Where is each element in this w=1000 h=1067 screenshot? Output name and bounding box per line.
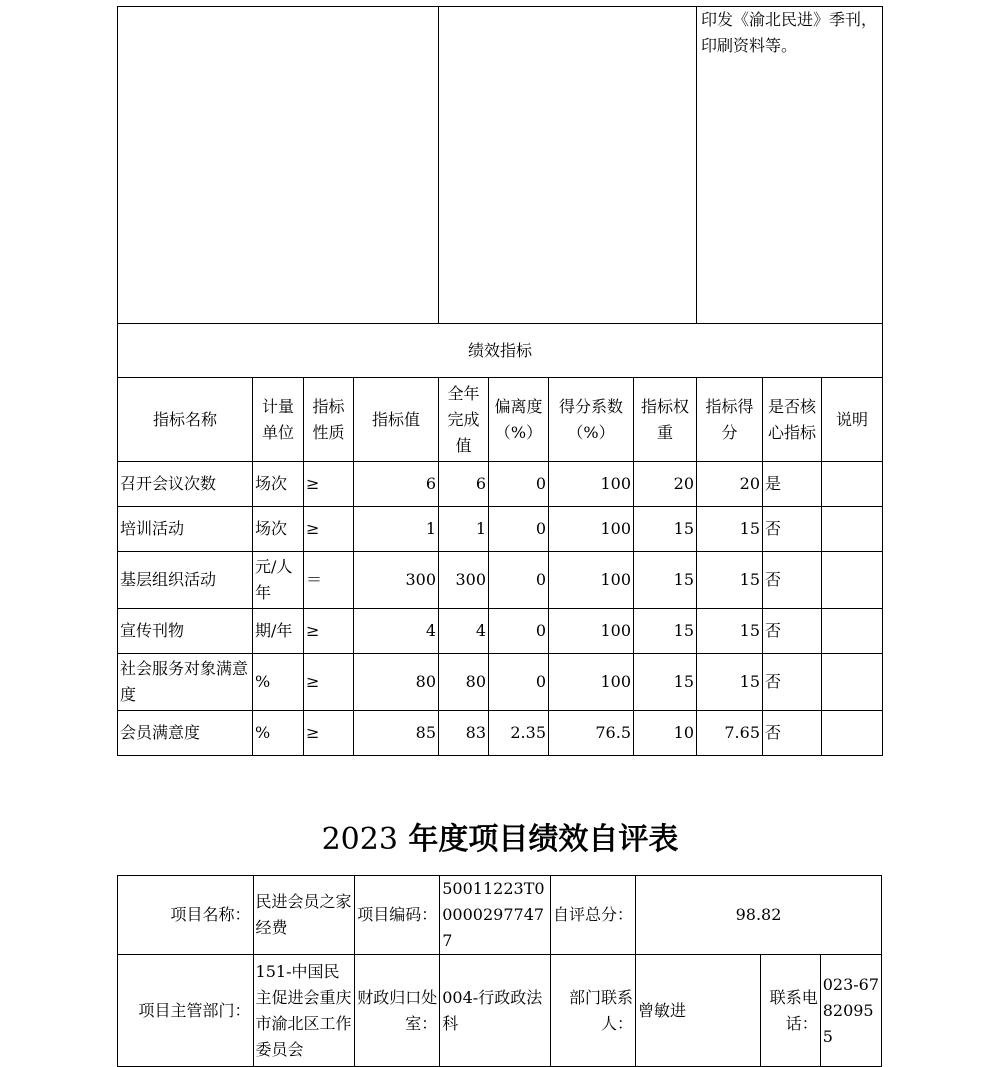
row-core: 否 (763, 552, 822, 609)
header-row (118, 378, 883, 462)
table-row (118, 462, 883, 507)
row-nature: ≥ (304, 462, 354, 507)
row-name: 基层组织活动 (118, 552, 253, 609)
row-weight: 10 (634, 711, 697, 756)
top-continuation-row (118, 7, 883, 324)
row-nature: ≥ (304, 609, 354, 654)
row-actual: 4 (439, 609, 489, 654)
row-coef: 100 (549, 507, 634, 552)
row-coef: 76.5 (549, 711, 634, 756)
row-unit: % (253, 654, 304, 711)
row-target: 85 (354, 711, 439, 756)
row-score: 7.65 (697, 711, 763, 756)
row-core: 是 (763, 462, 822, 507)
row-coef: 100 (549, 609, 634, 654)
phone-label: 联系电话： (761, 955, 820, 1067)
row-unit: % (253, 711, 304, 756)
finance-value: 004-行政政法科 (440, 955, 550, 1067)
row-deviation: 0 (489, 609, 549, 654)
row-target: 1 (354, 507, 439, 552)
row-name: 召开会议次数 (118, 462, 253, 507)
row-actual: 300 (439, 552, 489, 609)
row-nature: ≥ (304, 507, 354, 552)
row-name: 社会服务对象满意度 (118, 654, 253, 711)
project-title-year: 2023 (321, 822, 398, 857)
finance-label: 财政归口处室： (354, 955, 439, 1067)
row-name: 宣传刊物 (118, 609, 253, 654)
row-deviation: 0 (489, 462, 549, 507)
row-target: 4 (354, 609, 439, 654)
row-actual: 83 (439, 711, 489, 756)
header-target: 指标值 (354, 378, 439, 462)
row-coef: 100 (549, 654, 634, 711)
header-deviation: 偏离度（%） (489, 378, 549, 462)
row-target: 300 (354, 552, 439, 609)
row-note (822, 552, 883, 609)
project-code-value: 50011223T000002977477 (440, 876, 550, 955)
project-info-table (117, 875, 882, 1067)
project-title-text: 年度项目绩效自评表 (397, 822, 679, 857)
row-deviation: 0 (489, 552, 549, 609)
phone-value: 023-67820955 (820, 955, 881, 1067)
row-deviation: 0 (489, 507, 549, 552)
table-row (118, 654, 883, 711)
row-weight: 15 (634, 654, 697, 711)
header-nature: 指标性质 (304, 378, 354, 462)
blank-cell-middle (439, 7, 697, 324)
row-note (822, 711, 883, 756)
row-target: 6 (354, 462, 439, 507)
row-unit: 元/人年 (253, 552, 304, 609)
row-target: 80 (354, 654, 439, 711)
row-unit: 期/年 (253, 609, 304, 654)
continuation-note: 印发《渝北民进》季刊，印刷资料等。 (697, 7, 883, 324)
row-note (822, 462, 883, 507)
contact-label: 部门联系人： (550, 955, 635, 1067)
total-score-label: 自评总分： (550, 876, 635, 955)
row-deviation: 0 (489, 654, 549, 711)
header-weight: 指标权重 (634, 378, 697, 462)
row-core: 否 (763, 654, 822, 711)
row-score: 15 (697, 609, 763, 654)
contact-value: 曾敏进 (636, 955, 761, 1067)
section-title: 绩效指标 (118, 324, 883, 378)
row-score: 20 (697, 462, 763, 507)
header-coef: 得分系数（%） (549, 378, 634, 462)
header-name: 指标名称 (118, 378, 253, 462)
row-score: 15 (697, 552, 763, 609)
row-weight: 15 (634, 507, 697, 552)
row-score: 15 (697, 507, 763, 552)
table-row (118, 711, 883, 756)
row-core: 否 (763, 711, 822, 756)
row-unit: 场次 (253, 462, 304, 507)
row-name: 会员满意度 (118, 711, 253, 756)
row-note (822, 507, 883, 552)
row-weight: 15 (634, 552, 697, 609)
project-name-label: 项目名称： (118, 876, 254, 955)
row-actual: 80 (439, 654, 489, 711)
row-nature: ≥ (304, 711, 354, 756)
row-score: 15 (697, 654, 763, 711)
row-note (822, 654, 883, 711)
dept-value: 151-中国民主促进会重庆市渝北区工作委员会 (253, 955, 354, 1067)
row-weight: 20 (634, 462, 697, 507)
row-weight: 15 (634, 609, 697, 654)
row-core: 否 (763, 609, 822, 654)
project-name-value: 民进会员之家经费 (253, 876, 354, 955)
header-note: 说明 (822, 378, 883, 462)
table-row (118, 507, 883, 552)
blank-cell-left (118, 7, 439, 324)
row-actual: 6 (439, 462, 489, 507)
table-row (118, 552, 883, 609)
row-coef: 100 (549, 462, 634, 507)
header-actual: 全年完成值 (439, 378, 489, 462)
dept-label: 项目主管部门： (118, 955, 254, 1067)
row-nature: ＝ (304, 552, 354, 609)
row-coef: 100 (549, 552, 634, 609)
total-score-value: 98.82 (636, 876, 882, 955)
row-note (822, 609, 883, 654)
row-unit: 场次 (253, 507, 304, 552)
row-deviation: 2.35 (489, 711, 549, 756)
project-code-label: 项目编码： (354, 876, 439, 955)
project-title (0, 820, 1000, 860)
row-nature: ≥ (304, 654, 354, 711)
header-unit: 计量单位 (253, 378, 304, 462)
header-core: 是否核心指标 (763, 378, 822, 462)
performance-table (117, 6, 883, 756)
header-score: 指标得分 (697, 378, 763, 462)
row-core: 否 (763, 507, 822, 552)
table-row (118, 609, 883, 654)
row-name: 培训活动 (118, 507, 253, 552)
row-actual: 1 (439, 507, 489, 552)
